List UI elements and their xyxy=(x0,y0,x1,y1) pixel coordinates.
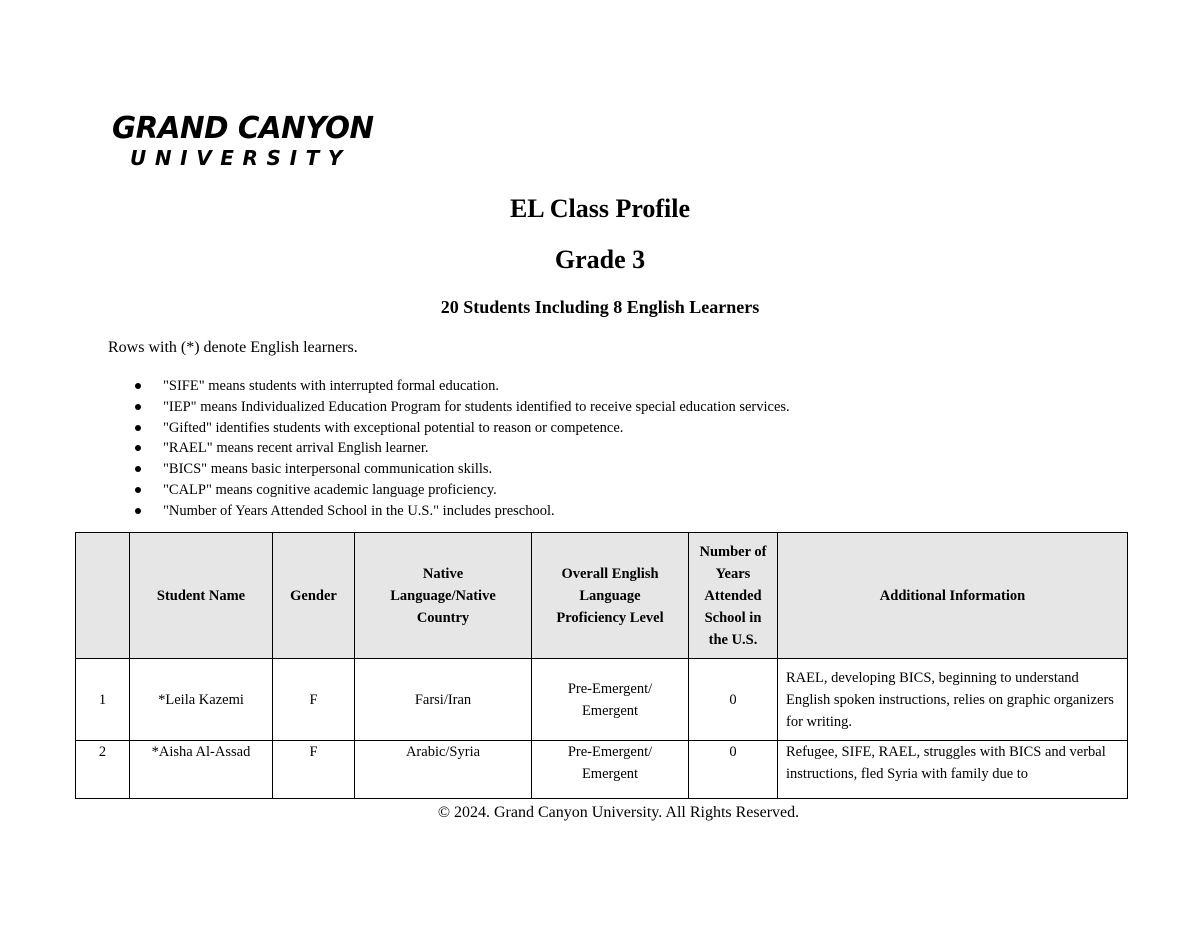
definition-item: "SIFE" means students with interrupted formal education. xyxy=(134,376,790,397)
definitions-list xyxy=(134,376,790,522)
bullet-icon xyxy=(135,425,141,431)
definition-item: "CALP" means cognitive academic language proficiency. xyxy=(134,480,790,501)
definition-item: "Number of Years Attended School in the U.S." includes preschool. xyxy=(134,501,790,522)
student-additional-info: RAEL, developing BICS, beginning to understand English spoken instructions, relies on graphic organizers for writing. xyxy=(778,659,1128,741)
student-gender: F xyxy=(273,659,355,741)
definition-item: "IEP" means Individualized Education Program for students identified to receive special education services. xyxy=(134,397,790,418)
class-subtitle: 20 Students Including 8 English Learners xyxy=(440,297,760,317)
column-header-number xyxy=(76,533,130,659)
column-header-proficiency: Overall English Language Proficiency Level xyxy=(532,533,689,659)
student-language: Farsi/Iran xyxy=(355,659,532,741)
table-header-row xyxy=(76,533,1128,659)
column-header-student-name: Student Name xyxy=(130,533,273,659)
student-proficiency: Pre-Emergent/ Emergent xyxy=(532,741,689,799)
row-number: 1 xyxy=(76,659,130,741)
column-header-years-in-us: Number of Years Attended School in the U.S. xyxy=(689,533,778,659)
student-additional-info: Refugee, SIFE, RAEL, struggles with BICS and verbal instructions, fled Syria with family due to xyxy=(778,741,1128,799)
copyright-footer: © 2024. Grand Canyon University. All Rights Reserved. xyxy=(437,804,800,821)
table-row xyxy=(76,659,1128,741)
column-header-additional-info: Additional Information xyxy=(778,533,1128,659)
bullet-icon xyxy=(135,404,141,410)
row-number: 2 xyxy=(76,741,130,799)
student-language: Arabic/Syria xyxy=(355,741,532,799)
class-profile-table xyxy=(75,532,1128,799)
table-row xyxy=(76,741,1128,799)
grade-heading: Grade 3 xyxy=(554,245,646,274)
definition-item: "BICS" means basic interpersonal communication skills. xyxy=(134,459,790,480)
student-years: 0 xyxy=(689,659,778,741)
definition-item: "Gifted" identifies students with exceptional potential to reason or competence. xyxy=(134,418,790,439)
bullet-icon xyxy=(135,466,141,472)
university-logo xyxy=(112,112,382,172)
page-title: EL Class Profile xyxy=(509,194,691,223)
intro-text: Rows with (*) denote English learners. xyxy=(108,339,358,356)
column-header-native-language: Native Language/Native Country xyxy=(355,533,532,659)
definition-item: "RAEL" means recent arrival English learner. xyxy=(134,438,790,459)
bullet-icon xyxy=(135,508,141,514)
student-name: *Leila Kazemi xyxy=(130,659,273,741)
column-header-gender: Gender xyxy=(273,533,355,659)
logo-line-2: UNIVERSITY xyxy=(130,146,351,170)
student-name: *Aisha Al-Assad xyxy=(130,741,273,799)
student-years: 0 xyxy=(689,741,778,799)
logo-line-1: GRAND CANYON xyxy=(112,111,374,146)
bullet-icon xyxy=(135,487,141,493)
bullet-icon xyxy=(135,383,141,389)
student-gender: F xyxy=(273,741,355,799)
bullet-icon xyxy=(135,445,141,451)
student-proficiency: Pre-Emergent/ Emergent xyxy=(532,659,689,741)
